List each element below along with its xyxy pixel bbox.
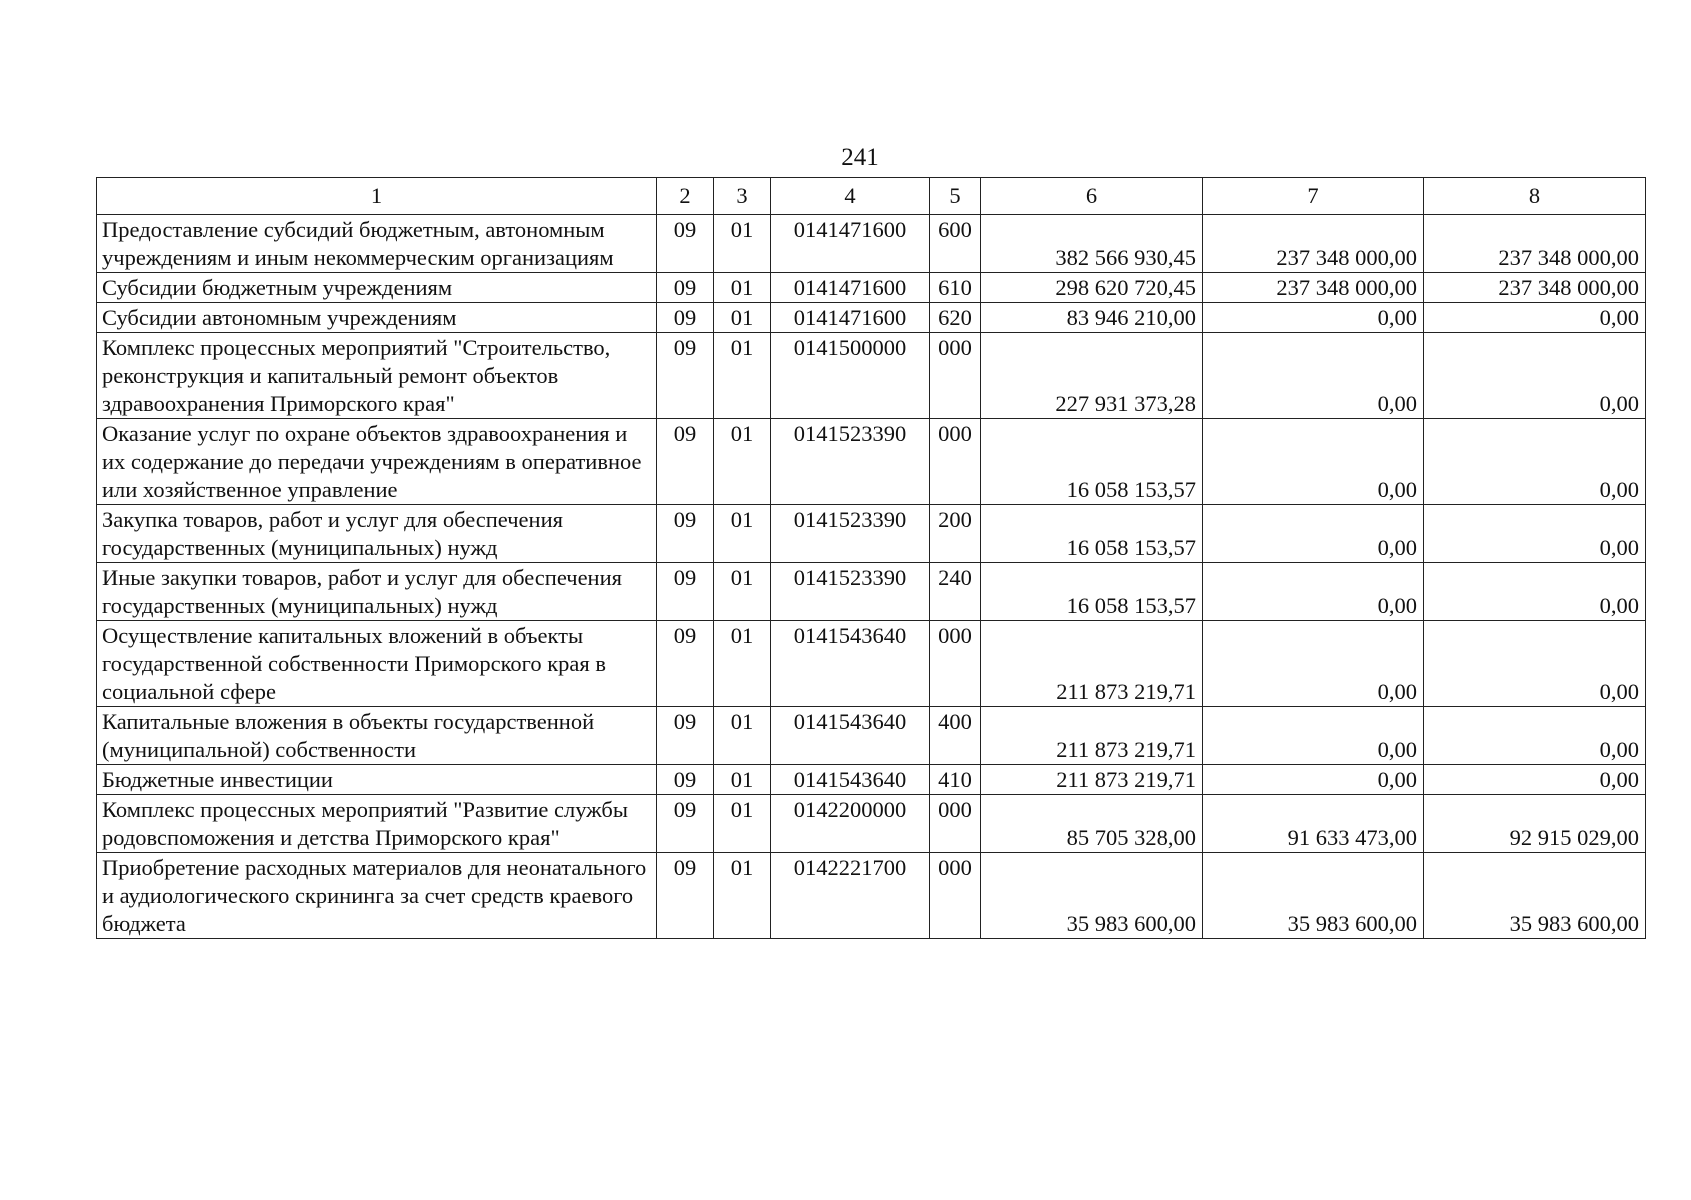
- row-col-2: 09: [657, 853, 714, 939]
- row-col-6: 382 566 930,45: [981, 215, 1203, 273]
- row-col-2: 09: [657, 215, 714, 273]
- row-name: Субсидии автономным учреждениям: [97, 303, 657, 333]
- row-col-3: 01: [714, 795, 771, 853]
- row-name: Иные закупки товаров, работ и услуг для обеспечения государственных (муниципальных) нужд: [97, 563, 657, 621]
- budget-table: [96, 177, 1646, 939]
- header-col-2: 2: [657, 178, 714, 215]
- header-col-7: 7: [1203, 178, 1424, 215]
- row-col-5: 620: [930, 303, 981, 333]
- row-col-4: 0141471600: [771, 273, 930, 303]
- row-col-5: 600: [930, 215, 981, 273]
- row-col-5: 000: [930, 795, 981, 853]
- row-col-2: 09: [657, 563, 714, 621]
- row-name: Закупка товаров, работ и услуг для обеспечения государственных (муниципальных) нужд: [97, 505, 657, 563]
- row-col-3: 01: [714, 215, 771, 273]
- row-name: Капитальные вложения в объекты государственной (муниципальной) собственности: [97, 707, 657, 765]
- row-col-8: 0,00: [1424, 505, 1646, 563]
- header-row: [97, 178, 1646, 215]
- row-col-4: 0142200000: [771, 795, 930, 853]
- header-col-3: 3: [714, 178, 771, 215]
- row-col-3: 01: [714, 621, 771, 707]
- row-col-5: 000: [930, 621, 981, 707]
- row-name: Оказание услуг по охране объектов здравоохранения и их содержание до передачи учреждениям в оперативное или хозяйственное управление: [97, 419, 657, 505]
- table-row: [97, 303, 1646, 333]
- row-col-3: 01: [714, 333, 771, 419]
- row-col-4: 0141500000: [771, 333, 930, 419]
- row-col-7: 0,00: [1203, 707, 1424, 765]
- row-name: Предоставление субсидий бюджетным, автономным учреждениям и иным некоммерческим организациям: [97, 215, 657, 273]
- row-col-7: 237 348 000,00: [1203, 215, 1424, 273]
- row-col-7: 0,00: [1203, 765, 1424, 795]
- table-row: [97, 563, 1646, 621]
- row-col-8: 35 983 600,00: [1424, 853, 1646, 939]
- row-col-8: 0,00: [1424, 419, 1646, 505]
- row-col-8: 237 348 000,00: [1424, 215, 1646, 273]
- table-row: [97, 707, 1646, 765]
- row-col-4: 0141523390: [771, 419, 930, 505]
- row-col-4: 0141543640: [771, 765, 930, 795]
- header-col-6: 6: [981, 178, 1203, 215]
- header-col-4: 4: [771, 178, 930, 215]
- row-col-2: 09: [657, 333, 714, 419]
- row-name: Комплекс процессных мероприятий "Строительство, реконструкция и капитальный ремонт объектов здравоохранения Приморского края": [97, 333, 657, 419]
- row-col-6: 35 983 600,00: [981, 853, 1203, 939]
- row-col-5: 200: [930, 505, 981, 563]
- table-row: [97, 795, 1646, 853]
- row-col-4: 0141543640: [771, 707, 930, 765]
- table-row: [97, 333, 1646, 419]
- row-col-5: 400: [930, 707, 981, 765]
- row-col-6: 85 705 328,00: [981, 795, 1203, 853]
- row-col-4: 0141471600: [771, 215, 930, 273]
- row-col-3: 01: [714, 563, 771, 621]
- row-col-8: 0,00: [1424, 707, 1646, 765]
- header-col-8: 8: [1424, 178, 1646, 215]
- row-col-8: 0,00: [1424, 333, 1646, 419]
- table-row: [97, 419, 1646, 505]
- row-col-8: 0,00: [1424, 563, 1646, 621]
- row-col-4: 0142221700: [771, 853, 930, 939]
- table-row: [97, 853, 1646, 939]
- row-col-6: 16 058 153,57: [981, 505, 1203, 563]
- header-col-5: 5: [930, 178, 981, 215]
- table-row: [97, 273, 1646, 303]
- row-col-6: 227 931 373,28: [981, 333, 1203, 419]
- row-col-6: 16 058 153,57: [981, 419, 1203, 505]
- row-col-7: 0,00: [1203, 419, 1424, 505]
- row-col-5: 000: [930, 853, 981, 939]
- row-col-2: 09: [657, 621, 714, 707]
- row-col-6: 211 873 219,71: [981, 621, 1203, 707]
- row-col-3: 01: [714, 505, 771, 563]
- row-col-8: 0,00: [1424, 303, 1646, 333]
- row-col-7: 0,00: [1203, 333, 1424, 419]
- row-name: Приобретение расходных материалов для неонатального и аудиологического скрининга за счет средств краевого бюджета: [97, 853, 657, 939]
- row-name: Субсидии бюджетным учреждениям: [97, 273, 657, 303]
- row-col-3: 01: [714, 303, 771, 333]
- row-col-2: 09: [657, 795, 714, 853]
- row-col-5: 000: [930, 333, 981, 419]
- row-name: Осуществление капитальных вложений в объекты государственной собственности Приморского края в социальной сфере: [97, 621, 657, 707]
- row-col-8: 0,00: [1424, 621, 1646, 707]
- row-col-7: 0,00: [1203, 621, 1424, 707]
- table-row: [97, 765, 1646, 795]
- row-col-7: 237 348 000,00: [1203, 273, 1424, 303]
- row-col-7: 35 983 600,00: [1203, 853, 1424, 939]
- table-row: [97, 505, 1646, 563]
- row-col-4: 0141523390: [771, 563, 930, 621]
- row-col-4: 0141471600: [771, 303, 930, 333]
- row-col-5: 240: [930, 563, 981, 621]
- row-col-3: 01: [714, 273, 771, 303]
- row-col-7: 91 633 473,00: [1203, 795, 1424, 853]
- header-col-1: 1: [97, 178, 657, 215]
- row-col-4: 0141543640: [771, 621, 930, 707]
- row-col-5: 610: [930, 273, 981, 303]
- row-col-8: 237 348 000,00: [1424, 273, 1646, 303]
- table-row: [97, 621, 1646, 707]
- row-col-2: 09: [657, 419, 714, 505]
- row-col-3: 01: [714, 765, 771, 795]
- row-col-4: 0141523390: [771, 505, 930, 563]
- row-col-5: 410: [930, 765, 981, 795]
- row-col-3: 01: [714, 707, 771, 765]
- table-row: [97, 215, 1646, 273]
- row-name: Комплекс процессных мероприятий "Развитие службы родовспоможения и детства Приморского края": [97, 795, 657, 853]
- row-col-6: 211 873 219,71: [981, 707, 1203, 765]
- row-col-6: 83 946 210,00: [981, 303, 1203, 333]
- row-col-6: 16 058 153,57: [981, 563, 1203, 621]
- row-name: Бюджетные инвестиции: [97, 765, 657, 795]
- row-col-6: 211 873 219,71: [981, 765, 1203, 795]
- row-col-2: 09: [657, 505, 714, 563]
- row-col-2: 09: [657, 273, 714, 303]
- row-col-7: 0,00: [1203, 505, 1424, 563]
- row-col-7: 0,00: [1203, 563, 1424, 621]
- row-col-8: 92 915 029,00: [1424, 795, 1646, 853]
- row-col-6: 298 620 720,45: [981, 273, 1203, 303]
- row-col-3: 01: [714, 419, 771, 505]
- row-col-7: 0,00: [1203, 303, 1424, 333]
- page-number: 241: [841, 144, 879, 171]
- row-col-2: 09: [657, 707, 714, 765]
- row-col-8: 0,00: [1424, 765, 1646, 795]
- row-col-3: 01: [714, 853, 771, 939]
- row-col-2: 09: [657, 303, 714, 333]
- row-col-5: 000: [930, 419, 981, 505]
- row-col-2: 09: [657, 765, 714, 795]
